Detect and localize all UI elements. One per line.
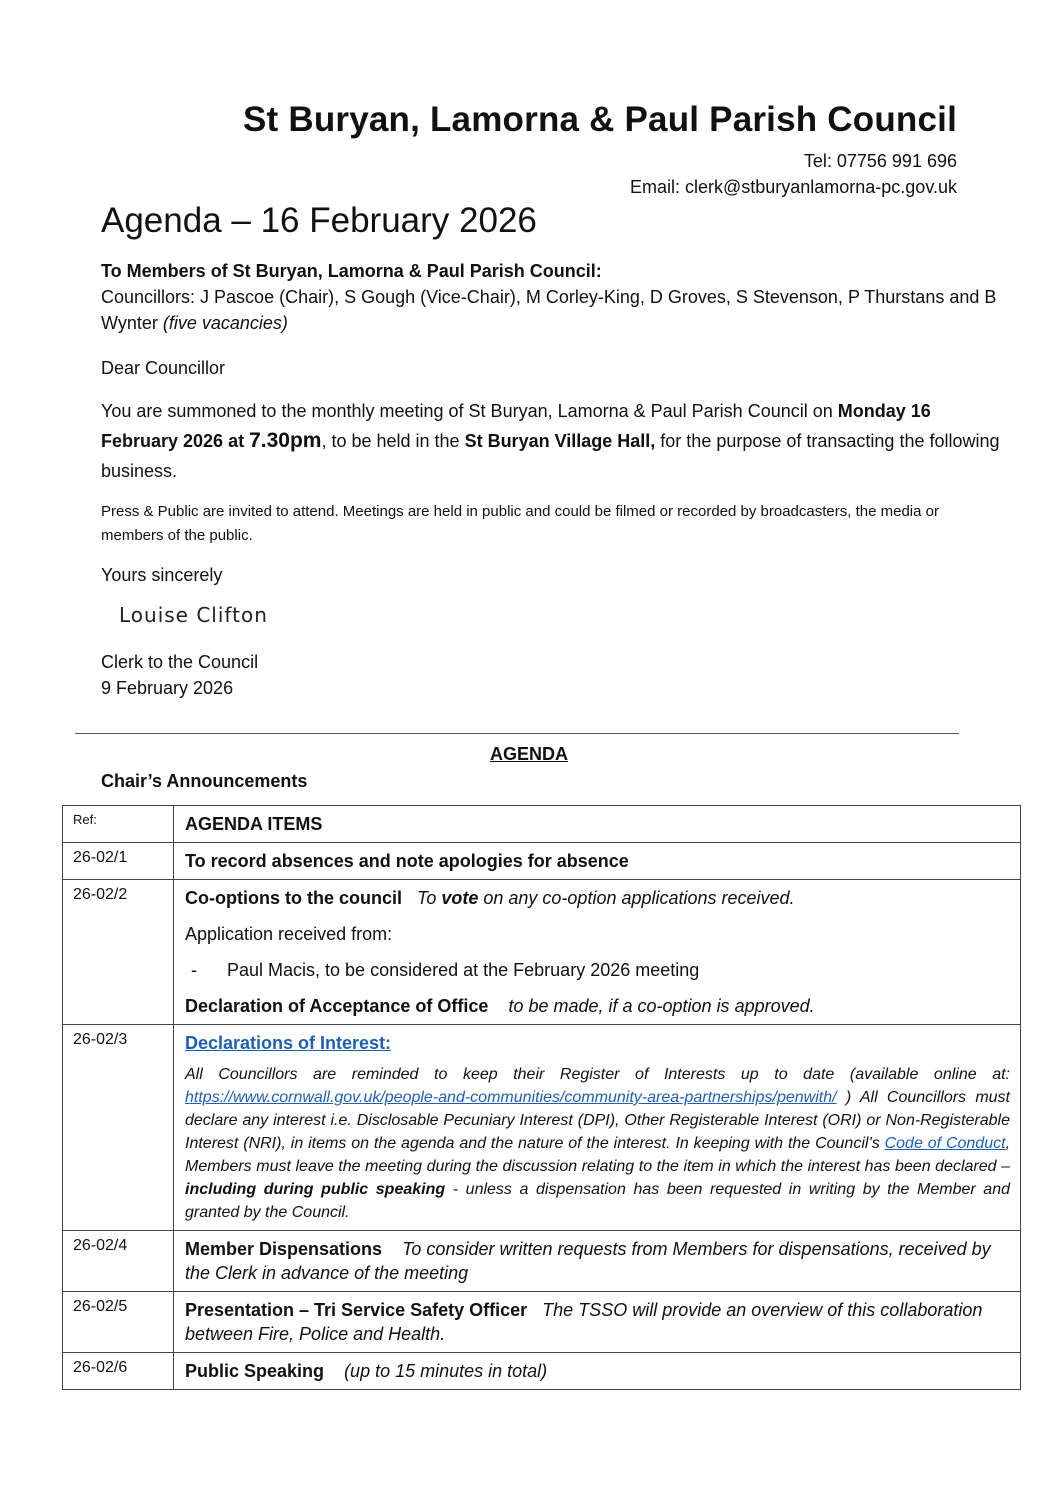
item-ref: 26-02/4 [63,1231,174,1292]
meeting-date: Monday 16 February 2026 at [101,401,931,451]
item-title: Co-options to the council [185,888,402,908]
clerk-signature: Louise Clifton [119,603,268,627]
code-of-conduct-link[interactable]: Code of Conduct [884,1135,1006,1152]
item-description: The TSSO will provide an overview of this collaboration between Fire, Police and Health. [185,1300,983,1344]
item-ref: 26-02/1 [63,843,174,880]
declarations-of-interest-link[interactable]: Declarations of Interest: [185,1033,392,1053]
item-description: To consider written requests from Members for dispensations, received by the Clerk in advance of the meeting [185,1239,991,1283]
vacancies-note: (five vacancies) [162,313,288,333]
applications-received-label: Application received from: [185,924,393,944]
declarations-text: All Councillors are reminded to keep their Register of Interests up to date (available online at: https://www.cornwall.gov.uk/people-and-communities/community-area-partnerships/penwith/ ) All Councillors must declare any interest i.e. Disclosable Pecuniary Interest (DPI), Other Registerable Interest (ORI) or Non-Registerable Interest (NRI), in items on the agenda and the nature of the interest. In keeping with the Council’s Code of Conduct, Members must leave the meeting during the discussion relating to the item in which the interest has been declared – including during public speaking - unless a dispensation has been requested in writing by the Member and granted by the Council. [185,1066,1011,1221]
chair-announcements: Chair’s Announcements [101,771,308,791]
item-ref: 26-02/6 [63,1353,174,1390]
table-row [63,843,1021,880]
item-content [174,1353,1021,1390]
council-name: St Buryan, Lamorna & Paul Parish Council [243,100,957,139]
item-ref: 26-02/3 [63,1025,174,1231]
item-title: To record absences and note apologies for absence [185,851,629,871]
item-content [174,880,1021,1025]
declaration-title: Declaration of Acceptance of Office [185,996,489,1016]
cornwall-register-link[interactable]: https://www.cornwall.gov.uk/people-and-communities/community-area-partnerships/penwith/ [185,1089,837,1106]
item-ref: 26-02/2 [63,880,174,1025]
agenda-section-heading: AGENDA [489,744,568,764]
recipients-section [101,258,1001,336]
table-row [63,880,1021,1025]
table-row [63,1025,1021,1231]
item-content [174,1025,1021,1231]
press-public-note: Press & Public are invited to attend. Meetings are held in public and could be filmed or recorded by broadcasters, the media or members of the public. [101,503,939,544]
letter-date: 9 February 2026 [101,678,234,698]
contact-telephone: Tel: 07756 991 696 [803,151,957,171]
table-row [63,1353,1021,1390]
ref-column-header: Ref: [63,806,174,843]
signatory-block [101,649,1001,701]
closing: Yours sincerely [101,565,223,585]
item-title: Presentation – Tri Service Safety Officer [185,1300,528,1320]
section-divider [75,733,959,734]
item-title: Member Dispensations [185,1239,383,1259]
signatory-role: Clerk to the Council [101,652,259,672]
agenda-table [62,805,1021,1390]
items-column-header: AGENDA ITEMS [174,806,1021,843]
item-content [174,843,1021,880]
item-description: To vote on any co-option applications received. [417,888,795,908]
agenda-title: Agenda – 16 February 2026 [101,201,537,240]
applicant-list-item: - Paul Macis, to be considered at the February 2026 meeting [191,960,700,980]
contact-email: Email: clerk@stburyanlamorna-pc.gov.uk [629,177,957,197]
salutation: Dear Councillor [101,358,226,378]
recipients-heading: To Members of St Buryan, Lamorna & Paul Parish Council: [101,261,602,281]
meeting-venue: St Buryan Village Hall, [464,431,656,451]
item-content [174,1292,1021,1353]
summons-text-3: for the purpose of transacting the following business. [101,431,1000,481]
meeting-time: 7.30pm [249,429,322,452]
councillor-list: Councillors: J Pascoe (Chair), S Gough (Vice-Chair), M Corley-King, D Groves, S Stevenson, P Thurstans and B Wynter [101,287,997,333]
item-title: Public Speaking [185,1361,325,1381]
table-header-row [63,806,1021,843]
applicant-name: Paul Macis, to be considered at the February 2026 meeting [227,960,700,980]
item-content [174,1231,1021,1292]
summons-text-2: , to be held in the [321,431,465,451]
table-row [63,1231,1021,1292]
summons-text-1: You are summoned to the monthly meeting of St Buryan, Lamorna & Paul Parish Council on [101,401,838,421]
summons-paragraph [101,396,1001,486]
item-ref: 26-02/5 [63,1292,174,1353]
declaration-description: to be made, if a co-option is approved. [508,996,815,1016]
item-description: (up to 15 minutes in total) [344,1361,548,1381]
table-row [63,1292,1021,1353]
